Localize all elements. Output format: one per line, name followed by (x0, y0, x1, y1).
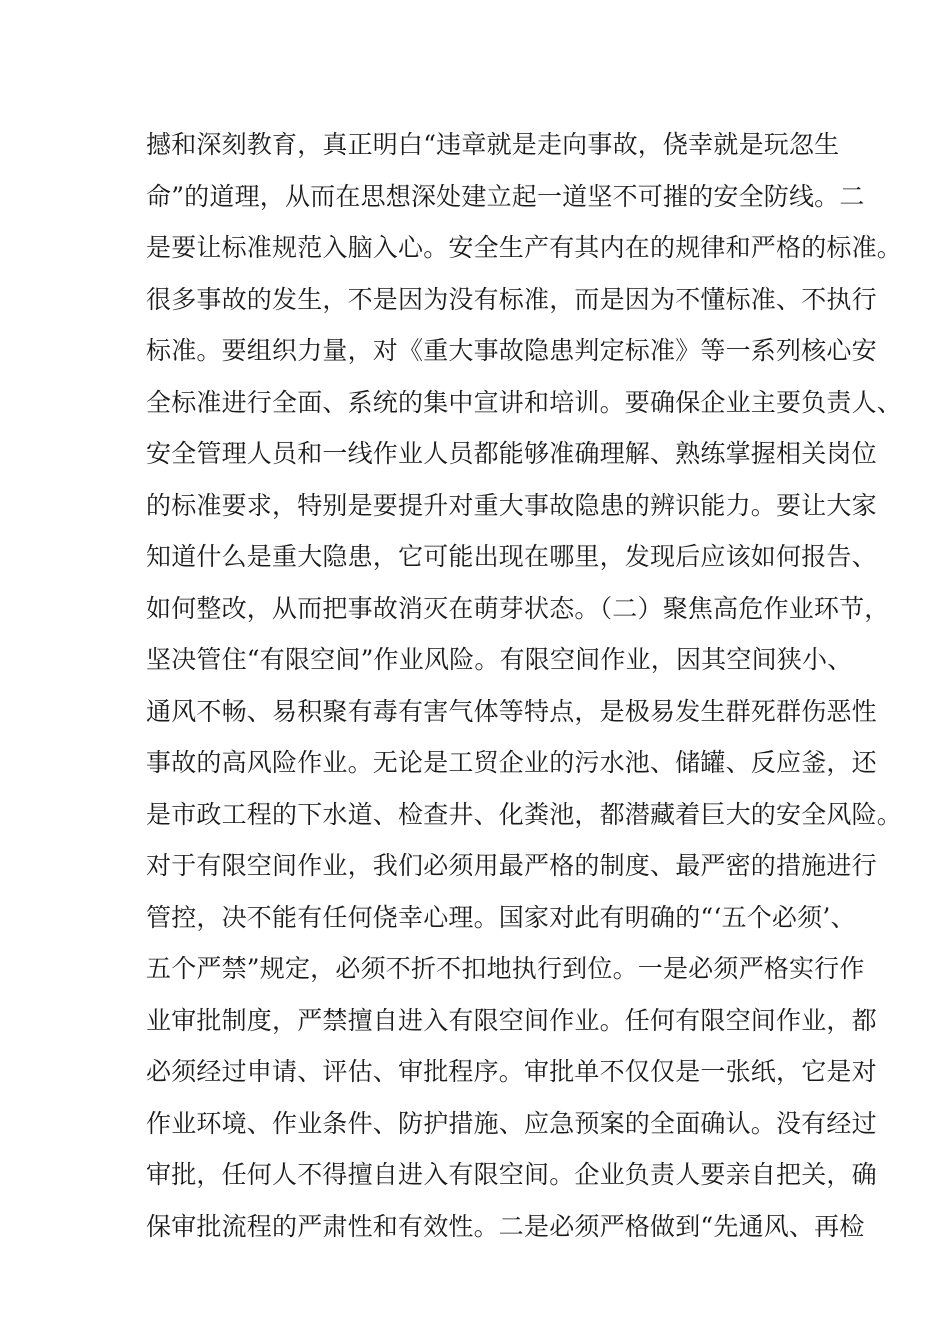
text-line: 全标准进行全面、系统的集中宣讲和培训。要确保企业主要负责人、 (146, 387, 903, 417)
text-line: 事故的高风险作业。无论是工贸企业的污水池、储罐、反应釜，还 (146, 748, 877, 777)
text-line: 必须经过申请、评估、审批程序。审批单不仅仅是一张纸，它是对 (146, 1057, 877, 1086)
text-line: 命”的道理，从而在思想深处建立起一道坚不可摧的安全防线。二 (146, 181, 865, 211)
text-line: 很多事故的发生，不是因为没有标准，而是因为不懂标准、不执行 (146, 284, 877, 314)
text-line: 审批，任何人不得擅自进入有限空间。企业负责人要亲自把关，确 (146, 1160, 877, 1189)
text-line: 作业环境、作业条件、防护措施、应急预案的全面确认。没有经过 (146, 1108, 877, 1138)
text-line: 业审批制度，严禁擅自进入有限空间作业。任何有限空间作业，都 (146, 1005, 877, 1035)
text-line: 通风不畅、易积聚有毒有害气体等特点，是极易发生群死群伤恶性 (146, 696, 877, 726)
text-line: 的标准要求，特别是要提升对重大事故隐患的辨识能力。要让大家 (146, 490, 877, 520)
text-line: 知道什么是重大隐患，它可能出现在哪里，发现后应该如何报告、 (146, 542, 877, 571)
text-line: 管控，决不能有任何侥幸心理。国家对此有明确的“‘五个必须’、 (146, 902, 856, 932)
text-line: 坚决管住“有限空间”作业风险。有限空间作业，因其空间狭小、 (146, 645, 853, 674)
text-line: 对于有限空间作业，我们必须用最严格的制度、最严密的措施进行 (146, 851, 877, 880)
text-line: 标准。要组织力量，对《重大事故隐患判定标准》等一系列核心安 (146, 336, 877, 365)
text-line: 五个严禁”规定，必须不折不扣地执行到位。一是必须严格实行作 (146, 954, 865, 983)
text-line: 是要让标准规范入脑入心。安全生产有其内在的规律和严格的标准。 (146, 233, 903, 262)
text-line: 是市政工程的下水道、检查井、化粪池，都潜藏着巨大的安全风险。 (146, 799, 903, 829)
text-line: 如何整改，从而把事故消灭在萌芽状态。（二）聚焦高危作业环节， (146, 593, 890, 623)
text-line: 撼和深刻教育，真正明白“违章就是走向事故，侥幸就是玩忽生 (146, 130, 840, 159)
text-line: 保审批流程的严肃性和有效性。二是必须严格做到“先通风、再检 (146, 1211, 865, 1241)
text-line: 安全管理人员和一线作业人员都能够准确理解、熟练掌握相关岗位 (146, 439, 877, 468)
body-text (146, 130, 903, 1265)
